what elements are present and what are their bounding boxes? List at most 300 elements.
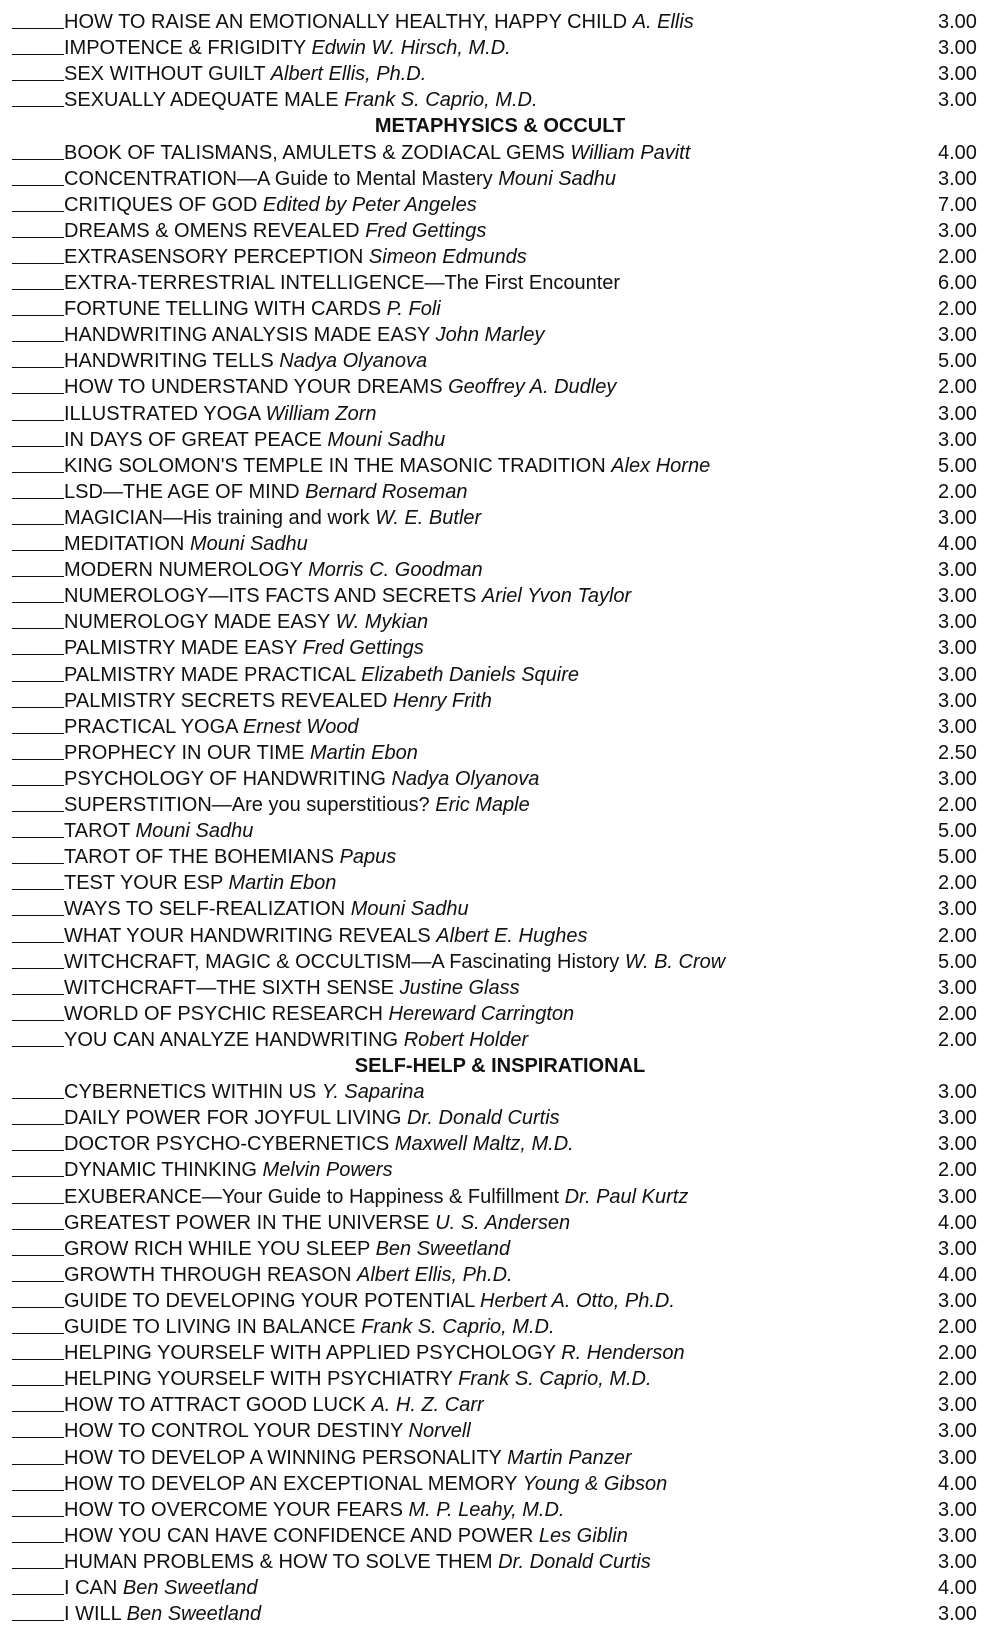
entry-text: [64, 1340, 685, 1366]
section-heading: METAPHYSICS & OCCULT: [374, 115, 626, 138]
book-author: Frank S. Caprio, M.D.: [361, 1316, 555, 1338]
book-price: 3.00: [938, 1498, 977, 1521]
catalog-entry: [0, 949, 1000, 975]
catalog-entry: [0, 1001, 1000, 1027]
book-author: Martin Ebon: [228, 872, 337, 895]
catalog-entry: [0, 766, 1000, 792]
book-price: 3.00: [938, 663, 977, 686]
order-checkbox-line: [12, 1176, 64, 1177]
catalog-entry: [0, 1549, 1000, 1575]
book-title: HOW TO UNDERSTAND YOUR DREAMS: [64, 376, 443, 399]
book-title: NUMEROLOGY MADE EASY: [64, 611, 330, 634]
catalog-entry: [0, 923, 1000, 949]
entry-text: [64, 870, 336, 896]
book-price: 3.00: [938, 976, 977, 999]
entry-text: [64, 1027, 528, 1053]
entry-text: [64, 1445, 632, 1471]
order-checkbox-line: [12, 211, 64, 212]
book-price: 3.00: [938, 689, 977, 712]
book-title: PALMISTRY SECRETS REVEALED: [64, 689, 388, 712]
book-title: DAILY POWER FOR JOYFUL LIVING: [64, 1107, 402, 1130]
entry-text: [64, 844, 396, 870]
entry-text: [64, 1314, 555, 1340]
book-title: HOW TO DEVELOP A WINNING PERSONALITY: [64, 1446, 502, 1469]
book-price: 3.00: [938, 585, 977, 608]
entry-text: [64, 218, 486, 244]
book-author: Bernard Roseman: [305, 480, 468, 503]
book-price: 3.00: [938, 1133, 977, 1156]
order-checkbox-line: [12, 628, 64, 629]
book-author: Melvin Powers: [262, 1159, 393, 1182]
order-checkbox-line: [12, 785, 64, 786]
order-checkbox-line: [12, 80, 64, 81]
book-title: WAYS TO SELF-REALIZATION: [64, 898, 346, 921]
book-price: 4.00: [938, 1263, 977, 1286]
book-title: SEXUALLY ADEQUATE MALE: [64, 89, 339, 112]
book-author: Fred Gettings: [302, 637, 424, 660]
order-checkbox-line: [12, 994, 64, 995]
catalog-entry: [0, 505, 1000, 531]
book-price: 2.00: [938, 480, 977, 503]
catalog-entry: [0, 662, 1000, 688]
book-author: Henry Frith: [393, 689, 492, 712]
book-price: 2.00: [938, 1316, 977, 1338]
book-title: HOW TO ATTRACT GOOD LUCK: [64, 1394, 366, 1417]
entry-text: [64, 792, 530, 818]
entry-text: [64, 427, 445, 453]
order-checkbox-line: [12, 106, 64, 107]
catalog-entry: [0, 296, 1000, 322]
book-author: P. Foli: [386, 298, 441, 321]
book-price: 3.00: [938, 506, 977, 529]
book-price: 3.00: [938, 89, 977, 112]
order-checkbox-line: [12, 28, 64, 29]
order-checkbox-line: [12, 237, 64, 238]
book-author: Frank S. Caprio, M.D.: [458, 1368, 652, 1391]
order-checkbox-line: [12, 1359, 64, 1360]
entry-text: [64, 1601, 261, 1627]
book-price: 5.00: [938, 454, 977, 477]
book-title: I CAN: [64, 1577, 118, 1599]
book-author: William Pavitt: [570, 141, 691, 164]
book-author: Ariel Yvon Taylor: [481, 585, 632, 608]
entry-text: [64, 949, 725, 975]
book-title: DOCTOR PSYCHO-CYBERNETICS: [64, 1133, 390, 1156]
book-price: 3.00: [938, 63, 977, 86]
book-title: PALMISTRY MADE EASY: [64, 637, 298, 660]
book-author: Norvell: [408, 1420, 471, 1443]
book-price: 3.00: [938, 767, 977, 790]
entry-text: [64, 1079, 425, 1105]
book-author: Fred Gettings: [365, 219, 487, 242]
book-title: HANDWRITING TELLS: [64, 350, 274, 373]
order-checkbox-line: [12, 811, 64, 812]
book-author: John Marley: [435, 324, 545, 347]
book-title: SUPERSTITION—Are you superstitious?: [64, 794, 430, 816]
entry-text: [64, 192, 477, 218]
book-title: SEX WITHOUT GUILT: [64, 63, 266, 86]
book-price: 3.00: [938, 37, 977, 60]
book-price: 3.00: [938, 402, 977, 425]
order-checkbox-line: [12, 263, 64, 264]
entry-text: [64, 557, 483, 583]
catalog-entry: [0, 818, 1000, 844]
entry-text: [64, 896, 469, 922]
book-title: HELPING YOURSELF WITH PSYCHIATRY: [64, 1368, 453, 1391]
book-author: Nadya Olyanova: [391, 767, 540, 790]
book-price: 5.00: [938, 350, 977, 373]
book-author: Herbert A. Otto, Ph.D.: [480, 1289, 675, 1312]
book-price: 2.00: [938, 794, 977, 816]
catalog-entry: [0, 322, 1000, 348]
order-checkbox-line: [12, 1150, 64, 1151]
book-price: 4.00: [938, 1211, 977, 1234]
book-price: 3.00: [938, 898, 977, 921]
book-price: 3.00: [938, 324, 977, 347]
book-author: M. P. Leahy, M.D.: [408, 1498, 565, 1521]
catalog-entry: [0, 1366, 1000, 1392]
book-author: Martin Ebon: [309, 741, 418, 764]
catalog-entry: [0, 1340, 1000, 1366]
order-checkbox-line: [12, 889, 64, 890]
book-title: PSYCHOLOGY OF HANDWRITING: [64, 767, 386, 790]
book-price: 3.00: [938, 715, 977, 738]
catalog-entry: [0, 531, 1000, 557]
book-price: 3.00: [938, 1185, 977, 1208]
catalog-entry: [0, 401, 1000, 427]
book-author: Ernest Wood: [242, 715, 359, 738]
order-checkbox-line: [12, 707, 64, 708]
entry-text: [64, 1131, 574, 1157]
order-checkbox-line: [12, 393, 64, 394]
entry-text: [64, 1418, 471, 1444]
book-author: Mouni Sadhu: [350, 898, 469, 921]
book-price: 4.00: [938, 533, 977, 555]
book-author: R. Henderson: [561, 1342, 685, 1365]
order-checkbox-line: [12, 1229, 64, 1230]
catalog-entry: [0, 609, 1000, 635]
order-checkbox-line: [12, 1437, 64, 1438]
book-author: Les Giblin: [538, 1524, 628, 1547]
book-title: WITCHCRAFT—THE SIXTH SENSE: [64, 976, 395, 999]
book-price: 3.00: [938, 167, 977, 190]
book-price: 5.00: [938, 846, 977, 869]
book-title: PRACTICAL YOGA: [64, 715, 238, 738]
catalog-entry: [0, 1314, 1000, 1340]
book-price: 3.00: [938, 559, 977, 582]
entry-text: [64, 766, 539, 792]
book-title: I WILL: [64, 1603, 122, 1626]
catalog-entry: [0, 1471, 1000, 1497]
catalog-entry: [0, 1418, 1000, 1444]
book-author: Albert Ellis, Ph.D.: [270, 63, 427, 86]
book-title: GUIDE TO DEVELOPING YOUR POTENTIAL: [64, 1289, 475, 1312]
book-price: 7.00: [938, 193, 977, 216]
catalog-entry: [0, 1131, 1000, 1157]
order-checkbox-line: [12, 1568, 64, 1569]
book-author: Geoffrey A. Dudley: [448, 376, 617, 399]
book-title: HUMAN PROBLEMS & HOW TO SOLVE THEM: [64, 1550, 493, 1573]
catalog-entry: [0, 1575, 1000, 1601]
order-checkbox-line: [12, 681, 64, 682]
catalog-entry: [0, 1262, 1000, 1288]
book-title: MAGICIAN—His training and work: [64, 506, 370, 529]
book-title: WITCHCRAFT, MAGIC & OCCULTISM—A Fascinating History: [64, 950, 620, 973]
entry-text: [64, 1392, 484, 1418]
order-checkbox-line: [12, 1516, 64, 1517]
entry-text: [64, 662, 579, 688]
book-title: HOW TO OVERCOME YOUR FEARS: [64, 1498, 403, 1521]
order-checkbox-line: [12, 367, 64, 368]
catalog-entry: [0, 1497, 1000, 1523]
order-checkbox-line: [12, 1411, 64, 1412]
book-title: YOU CAN ANALYZE HANDWRITING: [64, 1028, 399, 1051]
book-title: LSD—THE AGE OF MIND: [64, 480, 300, 503]
order-checkbox-line: [12, 1333, 64, 1334]
catalog-entry: [0, 348, 1000, 374]
order-checkbox-line: [12, 1542, 64, 1543]
order-checkbox-line: [12, 1385, 64, 1386]
entry-text: [64, 1549, 651, 1575]
book-price: 2.00: [938, 924, 977, 947]
entry-text: [64, 740, 418, 766]
order-checkbox-line: [12, 1020, 64, 1021]
catalog-entry: [0, 1027, 1000, 1053]
book-price: 2.00: [938, 872, 977, 895]
order-checkbox-line: [12, 159, 64, 160]
book-author: Dr. Donald Curtis: [407, 1107, 560, 1130]
entry-text: [64, 401, 377, 427]
order-checkbox-line: [12, 315, 64, 316]
book-price: 3.00: [938, 1446, 977, 1469]
catalog-entry: [0, 166, 1000, 192]
order-checkbox-line: [12, 1281, 64, 1282]
book-title: PROPHECY IN OUR TIME: [64, 741, 305, 764]
catalog-entry: [0, 1157, 1000, 1183]
book-author: Papus: [339, 846, 397, 869]
book-title: HELPING YOURSELF WITH APPLIED PSYCHOLOGY: [64, 1342, 556, 1365]
order-checkbox-line: [12, 1490, 64, 1491]
book-price: 3.00: [938, 1603, 977, 1626]
book-title: MEDITATION: [64, 533, 185, 555]
catalog-entry: [0, 1210, 1000, 1236]
book-title: EXUBERANCE—Your Guide to Happiness & Fulfillment: [64, 1185, 560, 1208]
book-title: CONCENTRATION—A Guide to Mental Mastery: [64, 167, 493, 190]
order-checkbox-line: [12, 498, 64, 499]
order-checkbox-line: [12, 602, 64, 603]
entry-text: [64, 374, 616, 400]
book-title: NUMEROLOGY—ITS FACTS AND SECRETS: [64, 585, 477, 608]
book-title: WHAT YOUR HANDWRITING REVEALS: [64, 924, 431, 947]
book-title: HOW YOU CAN HAVE CONFIDENCE AND POWER: [64, 1524, 534, 1547]
book-title: HOW TO RAISE AN EMOTIONALLY HEALTHY, HAPPY CHILD: [64, 11, 628, 33]
entry-text: [64, 348, 427, 374]
book-title: DREAMS & OMENS REVEALED: [64, 219, 360, 242]
book-price: 3.00: [938, 11, 977, 33]
catalog-entry: [0, 1288, 1000, 1314]
book-price: 5.00: [938, 820, 977, 843]
entry-text: [64, 1236, 510, 1262]
book-price: 4.00: [938, 1577, 977, 1599]
catalog-entry: [0, 192, 1000, 218]
catalog-entry: [0, 583, 1000, 609]
entry-text: [64, 975, 520, 1001]
entry-text: [64, 166, 616, 192]
book-author: Y. Saparina: [321, 1081, 425, 1104]
book-title: FORTUNE TELLING WITH CARDS: [64, 298, 382, 321]
book-title: PALMISTRY MADE PRACTICAL: [64, 663, 356, 686]
catalog-entry: [0, 896, 1000, 922]
book-price: 3.00: [938, 1550, 977, 1573]
book-price: 2.00: [938, 376, 977, 399]
entry-text: [64, 1497, 565, 1523]
book-author: Elizabeth Daniels Squire: [361, 663, 580, 686]
entry-text: [64, 244, 527, 270]
catalog-entry: [0, 844, 1000, 870]
book-title: GROWTH THROUGH REASON: [64, 1263, 352, 1286]
entry-text: [64, 1210, 570, 1236]
entry-text: [64, 479, 467, 505]
entry-text: [64, 923, 587, 949]
book-price: 6.00: [938, 272, 977, 294]
catalog-entry: [0, 61, 1000, 87]
book-title: IN DAYS OF GREAT PEACE: [64, 428, 322, 451]
order-checkbox-line: [12, 654, 64, 655]
order-checkbox-line: [12, 968, 64, 969]
book-author: Ben Sweetland: [126, 1603, 262, 1626]
entry-text: [64, 9, 694, 35]
book-price: 5.00: [938, 950, 977, 973]
order-checkbox-line: [12, 863, 64, 864]
book-title: KING SOLOMON'S TEMPLE IN THE MASONIC TRADITION: [64, 454, 606, 477]
catalog-entry: [0, 1601, 1000, 1627]
catalog-entry: [0, 557, 1000, 583]
book-title: CRITIQUES OF GOD: [64, 193, 258, 216]
book-title: CYBERNETICS WITHIN US: [64, 1081, 317, 1104]
book-title: GREATEST POWER IN THE UNIVERSE: [64, 1211, 430, 1234]
order-checkbox-line: [12, 837, 64, 838]
order-checkbox-line: [12, 576, 64, 577]
catalog-entry: [0, 1523, 1000, 1549]
catalog-entry: [0, 1184, 1000, 1210]
order-checkbox-line: [12, 420, 64, 421]
book-price: 3.00: [938, 1394, 977, 1417]
book-title: ILLUSTRATED YOGA: [64, 402, 260, 425]
book-price: 2.00: [938, 1028, 977, 1051]
book-author: Edwin W. Hirsch, M.D.: [311, 37, 511, 60]
catalog-entry: [0, 427, 1000, 453]
catalog-entry: [0, 35, 1000, 61]
book-author: Mouni Sadhu: [498, 167, 617, 190]
entry-text: [64, 688, 492, 714]
order-checkbox-line: [12, 185, 64, 186]
book-author: Justine Glass: [399, 976, 520, 999]
book-author: Eric Maple: [435, 794, 530, 816]
book-author: Robert Holder: [403, 1028, 529, 1051]
order-checkbox-line: [12, 915, 64, 916]
book-price: 3.00: [938, 1081, 977, 1104]
entry-text: [64, 1105, 560, 1131]
catalog-entry: [0, 1079, 1000, 1105]
entry-text: [64, 322, 545, 348]
book-author: Mouni Sadhu: [135, 820, 254, 843]
book-price: 3.00: [938, 637, 977, 660]
entry-text: [64, 505, 481, 531]
order-checkbox-line: [12, 1307, 64, 1308]
entry-text: [64, 818, 253, 844]
entry-text: [64, 296, 441, 322]
book-title: BOOK OF TALISMANS, AMULETS & ZODIACAL GEMS: [64, 141, 565, 164]
order-checkbox-line: [12, 550, 64, 551]
order-checkbox-line: [12, 1098, 64, 1099]
book-author: W. Mykian: [335, 611, 429, 634]
entry-text: [64, 714, 359, 740]
book-author: Albert Ellis, Ph.D.: [356, 1263, 513, 1286]
catalog-entry: [0, 244, 1000, 270]
book-price: 4.00: [938, 141, 977, 164]
order-checkbox-line: [12, 1255, 64, 1256]
book-title: EXTRA-TERRESTRIAL INTELLIGENCE—The First Encounter: [64, 272, 621, 294]
book-price: 3.00: [938, 1524, 977, 1547]
catalog-entry: [0, 1392, 1000, 1418]
book-title: WORLD OF PSYCHIC RESEARCH: [64, 1002, 383, 1025]
book-author: Nadya Olyanova: [279, 350, 428, 373]
book-price: 3.00: [938, 219, 977, 242]
book-author: Albert E. Hughes: [436, 924, 588, 947]
book-title: MODERN NUMEROLOGY: [64, 559, 303, 582]
entry-text: [64, 635, 424, 661]
book-price: 4.00: [938, 1472, 977, 1495]
catalog-entry: [0, 975, 1000, 1001]
order-checkbox-line: [12, 942, 64, 943]
entry-text: [64, 87, 538, 113]
catalog-entry: [0, 9, 1000, 35]
catalog-entry: [0, 1445, 1000, 1471]
order-checkbox-line: [12, 1203, 64, 1204]
book-price: 2.00: [938, 1159, 977, 1182]
book-price: 2.00: [938, 245, 977, 268]
order-checkbox-line: [12, 472, 64, 473]
book-title: TAROT: [64, 820, 130, 843]
book-title: GUIDE TO LIVING IN BALANCE: [64, 1316, 356, 1338]
catalog-entry: [0, 140, 1000, 166]
order-checkbox-line: [12, 1620, 64, 1621]
book-title: IMPOTENCE & FRIGIDITY: [64, 37, 306, 60]
book-author: Mouni Sadhu: [327, 428, 446, 451]
book-title: HOW TO CONTROL YOUR DESTINY: [64, 1420, 403, 1443]
catalog-entry: [0, 688, 1000, 714]
entry-text: [64, 1184, 688, 1210]
book-author: Young & Gibson: [522, 1472, 668, 1495]
book-author: Hereward Carrington: [388, 1002, 575, 1025]
book-title: TEST YOUR ESP: [64, 872, 223, 895]
catalog-entry: [0, 87, 1000, 113]
book-title: TAROT OF THE BOHEMIANS: [64, 846, 335, 869]
book-title: DYNAMIC THINKING: [64, 1159, 257, 1182]
book-author: Simeon Edmunds: [368, 245, 527, 268]
book-author: Ben Sweetland: [375, 1237, 511, 1260]
entry-text: [64, 1001, 574, 1027]
entry-text: [64, 1523, 628, 1549]
book-title: EXTRASENSORY PERCEPTION: [64, 245, 364, 268]
book-price: 2.00: [938, 1342, 977, 1365]
catalog-entry: [0, 1105, 1000, 1131]
catalog-entry: [0, 1236, 1000, 1262]
order-checkbox-line: [12, 54, 64, 55]
catalog-entry: [0, 740, 1000, 766]
book-author: A. Ellis: [632, 11, 694, 33]
entry-text: [64, 1366, 652, 1392]
